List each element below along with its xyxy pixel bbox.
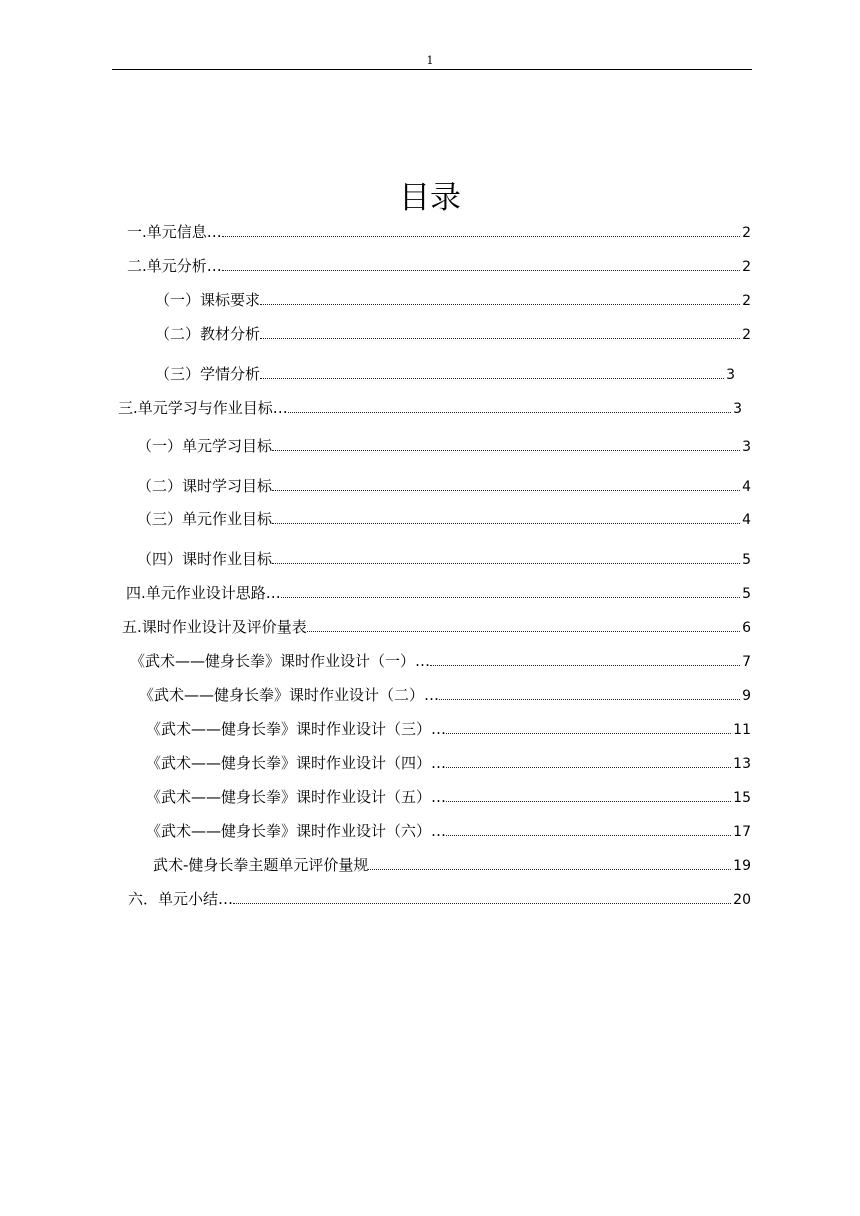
toc-entry-label: 武术-健身长拳主题单元评价量规 [153,856,369,874]
toc-leader [439,699,740,700]
toc-leader [260,338,740,339]
toc-leader [446,767,731,768]
toc-entry-label: 《武术——健身长拳》课时作业设计（三）… [146,720,447,738]
toc-entry[interactable] [146,787,751,807]
toc-entry-label: 《武术——健身长拳》课时作业设计（一）… [130,652,431,670]
toc-entry-label: 三.单元学习与作业目标… [118,399,288,417]
toc-entry-label: 《武术——健身长拳》课时作业设计（四）… [146,754,447,772]
toc-entry-page: 4 [742,479,751,495]
toc-entry-label: 《武术——健身长拳》课时作业设计（五）… [146,788,447,806]
toc-leader [222,270,740,271]
toc-leader [446,733,731,734]
toc-leader [446,835,731,836]
toc-entry-page: 7 [742,654,751,670]
toc-entry-page: 20 [733,892,751,908]
toc-entry-page: 3 [733,401,742,417]
toc-entry-label: （二）教材分析 [155,325,261,343]
toc-entry-page: 13 [733,756,751,772]
toc-entry[interactable] [146,821,751,841]
toc-entry-page: 17 [733,824,751,840]
toc-entry-label: （四）课时作业目标 [137,550,273,568]
toc-leader [272,563,740,564]
toc-title: 目录 [399,179,461,216]
header-rule [112,69,752,70]
toc-entry-label: 《武术——健身长拳》课时作业设计（六）… [146,822,447,840]
toc-entry[interactable] [126,583,751,603]
toc-entry[interactable] [127,222,751,242]
toc-entry-label: 五.课时作业设计及评价量表 [122,618,307,636]
toc-leader [446,801,731,802]
toc-leader [260,378,724,379]
toc-entry-page: 19 [733,858,751,874]
toc-leader [281,597,740,598]
toc-leader [430,665,740,666]
toc-entry-page: 2 [742,293,751,309]
toc-entry-label: （三）学情分析 [155,365,261,383]
toc-entry-label: 二.单元分析… [127,257,222,275]
toc-entry-page: 6 [742,620,751,636]
toc-entry[interactable] [155,324,751,344]
toc-entry[interactable] [153,855,751,875]
toc-entry-page: 3 [726,367,735,383]
toc-entry[interactable] [137,509,751,529]
toc-entry-page: 5 [742,586,751,602]
toc-leader [288,412,731,413]
toc-entry-page: 2 [742,225,751,241]
toc-entry[interactable] [122,617,751,637]
toc-entry-page: 2 [742,259,751,275]
toc-entry-label: 四.单元作业设计思路… [126,584,281,602]
toc-leader [307,631,740,632]
toc-entry-label: 一.单元信息… [127,223,222,241]
toc-entry-label: （一）课标要求 [155,291,261,309]
toc-leader [272,490,740,491]
toc-entry[interactable] [137,476,751,496]
toc-entry[interactable] [130,651,751,671]
toc-entry-page: 11 [733,722,751,738]
toc-entry-label: （三）单元作业目标 [137,510,273,528]
toc-leader [272,450,740,451]
toc-entry-page: 4 [742,512,751,528]
toc-leader [233,903,731,904]
toc-entry[interactable] [155,364,735,384]
toc-entry[interactable] [137,549,751,569]
toc-entry-page: 5 [742,552,751,568]
toc-entry-label: （二）课时学习目标 [137,477,273,495]
page-number: 1 [426,54,434,67]
toc-leader [272,523,740,524]
toc-entry[interactable] [118,398,742,418]
toc-entry[interactable] [139,685,751,705]
toc-leader [222,236,740,237]
toc-entry[interactable] [128,889,751,909]
toc-entry[interactable] [137,436,751,456]
toc-entry-page: 2 [742,327,751,343]
toc-entry[interactable] [155,290,751,310]
toc-entry-page: 15 [733,790,751,806]
toc-entry-label: （一）单元学习目标 [137,437,273,455]
toc-entry[interactable] [146,753,751,773]
toc-entry-page: 9 [742,688,751,704]
toc-entry-label: 《武术——健身长拳》课时作业设计（二）… [139,686,440,704]
toc-leader [260,304,740,305]
toc-entry-page: 3 [742,439,751,455]
toc-entry[interactable] [127,256,751,276]
toc-leader [368,869,731,870]
toc-entry-label: 六．单元小结… [128,890,234,908]
toc-entry[interactable] [146,719,751,739]
